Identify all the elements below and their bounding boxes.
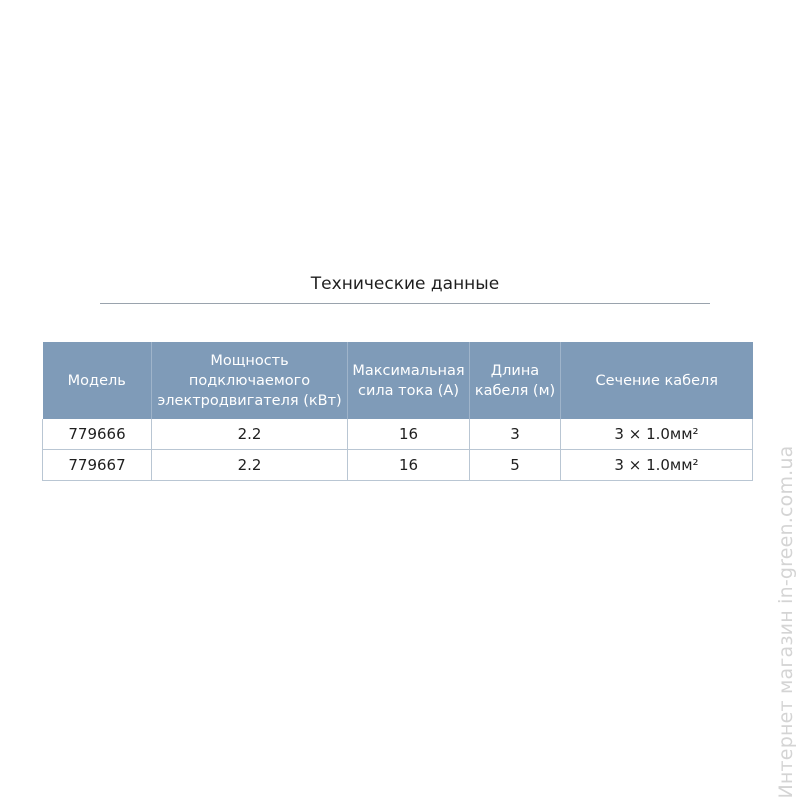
specs-table: [42, 342, 753, 481]
cell-model: 779667: [43, 450, 152, 481]
column-header-max-current: Максимальная сила тока (А): [348, 342, 470, 419]
page-title: Технические данные: [310, 274, 500, 294]
table-row: [43, 419, 753, 450]
column-header-model: Модель: [43, 342, 152, 419]
cell-cable-section: 3 × 1.0мм²: [561, 450, 753, 481]
cell-max-current: 16: [348, 419, 470, 450]
table-row: [43, 450, 753, 481]
cell-cable-length: 5: [470, 450, 561, 481]
cell-motor-power: 2.2: [152, 419, 348, 450]
cell-max-current: 16: [348, 450, 470, 481]
column-header-cable-section: Сечение кабеля: [561, 342, 753, 419]
table-header-row: [43, 342, 753, 419]
watermark-text: Интернет магазин in-green.com.ua: [775, 445, 797, 799]
column-header-cable-length: Длина кабеля (м): [470, 342, 561, 419]
cell-cable-length: 3: [470, 419, 561, 450]
cell-motor-power: 2.2: [152, 450, 348, 481]
column-header-motor-power: Мощность подключаемого электродвигателя (кВт): [152, 342, 348, 419]
cell-model: 779666: [43, 419, 152, 450]
cell-cable-section: 3 × 1.0мм²: [561, 419, 753, 450]
title-divider: [100, 303, 710, 304]
